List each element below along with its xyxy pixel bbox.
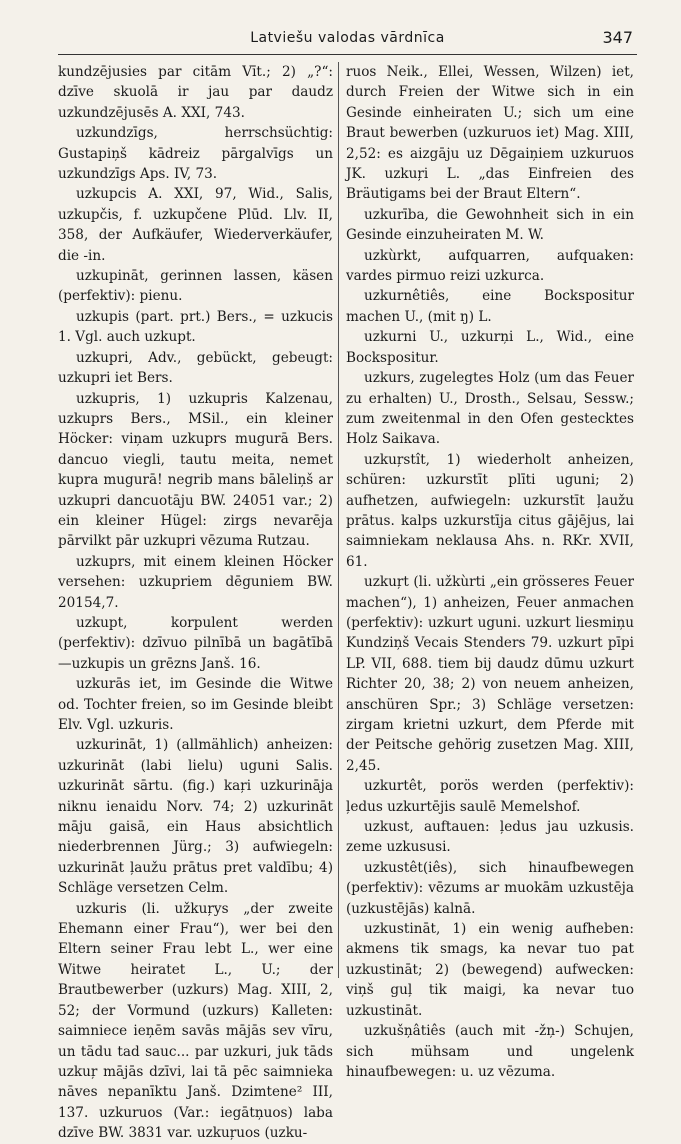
dictionary-entry: uzkupis (part. prt.) Bers., = uzkucis 1. Vgl. auch uzkupt. bbox=[58, 308, 333, 346]
column-divider bbox=[338, 62, 339, 978]
page-header bbox=[58, 26, 637, 55]
dictionary-entry: uzkurnêtiês, eine Bockspositur machen U., (mit ŋ) L. bbox=[346, 288, 634, 325]
dictionary-entry: kundzējusies par citām Vīt.; 2) „?“: dzīve skuolā ir jau par daudz uzkundzējusēs A. XXI, 743. bbox=[58, 64, 333, 121]
dictionary-entry: uzkurtêt, porös werden (perfektiv): ļedus uzkurtējis saulē Memelshof. bbox=[346, 778, 634, 815]
dictionary-entry: uzkùrkt, aufquarren, aufquaken: vardes pirmuo reizi uzkurca. bbox=[346, 247, 634, 285]
page-number: 347 bbox=[602, 28, 633, 47]
dictionary-entry: uzkust, auftauen: ļedus jau uzkusis. zeme uzkususi. bbox=[346, 819, 634, 856]
dictionary-entry: uzkustêt(iês), sich hinaufbewegen (perfektiv): vēzums ar muokām uzkustēja (uzkustējās) kalnā. bbox=[346, 859, 634, 917]
left-column bbox=[58, 62, 333, 1142]
dictionary-entry: uzkupt, korpulent werden (perfektiv): dzīvuo pilnībā un bagātībā—uzkupis un grēzns Janš. 16. bbox=[58, 614, 333, 672]
dictionary-entry: uzkušņâtiês (auch mit -žņ-) Schujen, sich mühsam und ungelenk hinaufbewegen: u. uz vēzuma. bbox=[346, 1023, 634, 1080]
dictionary-entry: uzkuprs, mit einem kleinen Höcker versehen: uzkupriem dēguniem BW. 20154,7. bbox=[58, 553, 333, 611]
dictionary-entry: uzkurās iet, im Gesinde die Witwe od. Tochter freien, so im Gesinde bleibt Elv. Vgl. uzkuris. bbox=[58, 676, 333, 733]
dictionary-entry: uzkustināt, 1) ein wenig aufheben: akmens tik smags, ka nevar tuo pat uzkustināt; 2) (bewegend) aufwecken: viņš guļ tik maigi, ka nevar tuo uzkustināt. bbox=[346, 921, 634, 1019]
dictionary-entry: uzkurība, die Gewohnheit sich in ein Gesinde einzuheiraten M. W. bbox=[346, 206, 634, 244]
dictionary-entry: uzkuris (li. užkuŗys „der zweite Ehemann einer Frau“), wer bei den Eltern seiner Frau lebt L., wer eine Witwe heiratet L., U.; der Brautbewerber (uzkurs) Mag. XIII, 2, 52; der Vormund (uzkurs) Kalleten: saimniece ieņēm savās mājās sev vīru, un tādu tad sauc... par uzkuri, juk tāds uzkuŗ mājās dzīvi, lai tā pēc saimnieka nāves nepanīktu Janš. Dzimtene² III, 137. uzkuruos (Var.: iegātņuos) laba dzīve BW. 3831 var. uzkuŗuos (uzku- bbox=[58, 900, 333, 1142]
dictionary-entry: uzkupināt, gerinnen lassen, käsen (perfektiv): pienu. bbox=[58, 268, 333, 305]
dictionary-entry: ruos Neik., Ellei, Wessen, Wilzen) iet, durch Freien der Witwe sich in ein Gesinde einheiraten U.; sich um eine Braut bewerben (uzkuruos iet) Mag. XIII, 2,52: es aizgāju uz Dēgaiņiem uzkuruos JK. uzkuŗi L. „das Einfreien des Bräutigams bei der Braut Eltern“. bbox=[346, 64, 634, 203]
right-column bbox=[346, 62, 634, 1080]
dictionary-entry: uzkurni U., uzkurņi L., Wid., eine Bockspositur. bbox=[346, 329, 634, 366]
dictionary-entry: uzkuŗt (li. užkùrti „ein grösseres Feuer machen“), 1) anheizen, Feuer anmachen (perfektiv): uzkurt uguni. uzkurt liesmiņu Kundziņš Vecais Stenders 79. uzkurt pīpi LP. VII, 688. tiem bij daudz dūmu uzkurt Richter 20, 38; 2) von neuem anheizen, anschüren Spr.; 3) Schläge versetzen: zirgam krietni uzkurt, dem Pferde mit der Peitsche gehörig zusetzen Mag. XIII, 2,45. bbox=[346, 574, 634, 774]
dictionary-entry: uzkurināt, 1) (allmählich) anheizen: uzkurināt (labi lielu) uguni Salis. uzkurināt sārtu. (fig.) kaŗi uzkurināja niknu ienaidu Norv. 74; 2) uzkurināt māju gaisā, ein Haus absichtlich niederbrennen Jürg.; 3) aufwiegeln: uzkurināt ļaužu prātus pret valdību; 4) Schläge versetzen Celm. bbox=[58, 737, 333, 897]
running-title: Latviešu valodas vārdnīca bbox=[250, 30, 445, 46]
dictionary-entry: uzkupcis A. XXI, 97, Wid., Salis, uzkupčis, f. uzkupčene Plūd. Llv. II, 358, der Aufkäufer, Wiederverkäufer, die -in. bbox=[58, 186, 333, 264]
dictionary-entry: uzkupri, Adv., gebückt, gebeugt: uzkupri iet Bers. bbox=[58, 349, 333, 387]
dictionary-entry: uzkupris, 1) uzkupris Kalzenau, uzkuprs Bers., MSil., ein kleiner Höcker: viņam uzkuprs mugurā Bers. dancuo viegli, tautu meita, nemet kupra mugurā! negrib mans bāleliņš ar uzkupri dancuotāju BW. 24051 var.; 2) ein kleiner Hügel: zirgs nevarēja pārvilkt pār uzkupri vēzuma Rutzau. bbox=[58, 390, 333, 550]
dictionary-entry: uzkuŗstît, 1) wiederholt anheizen, schüren: uzkurstīt plīti uguni; 2) aufhetzen, aufwiegeln: uzkurstīt ļaužu prātus. kalps uzkurstīja citus gājējus, lai saimniekam neklausa Ahs. n. RKr. XVII, 61. bbox=[346, 451, 634, 570]
dictionary-entry: uzkundzīgs, herrschsüchtig: Gustapiņš kādreiz pārgalvīgs un uzkundzīgs Aps. IV, 73. bbox=[58, 125, 333, 183]
dictionary-entry: uzkurs, zugelegtes Holz (um das Feuer zu erhalten) U., Drosth., Selsau, Sessw.; zum zweitenmal in den Ofen gestecktes Holz Saikava. bbox=[346, 370, 634, 448]
